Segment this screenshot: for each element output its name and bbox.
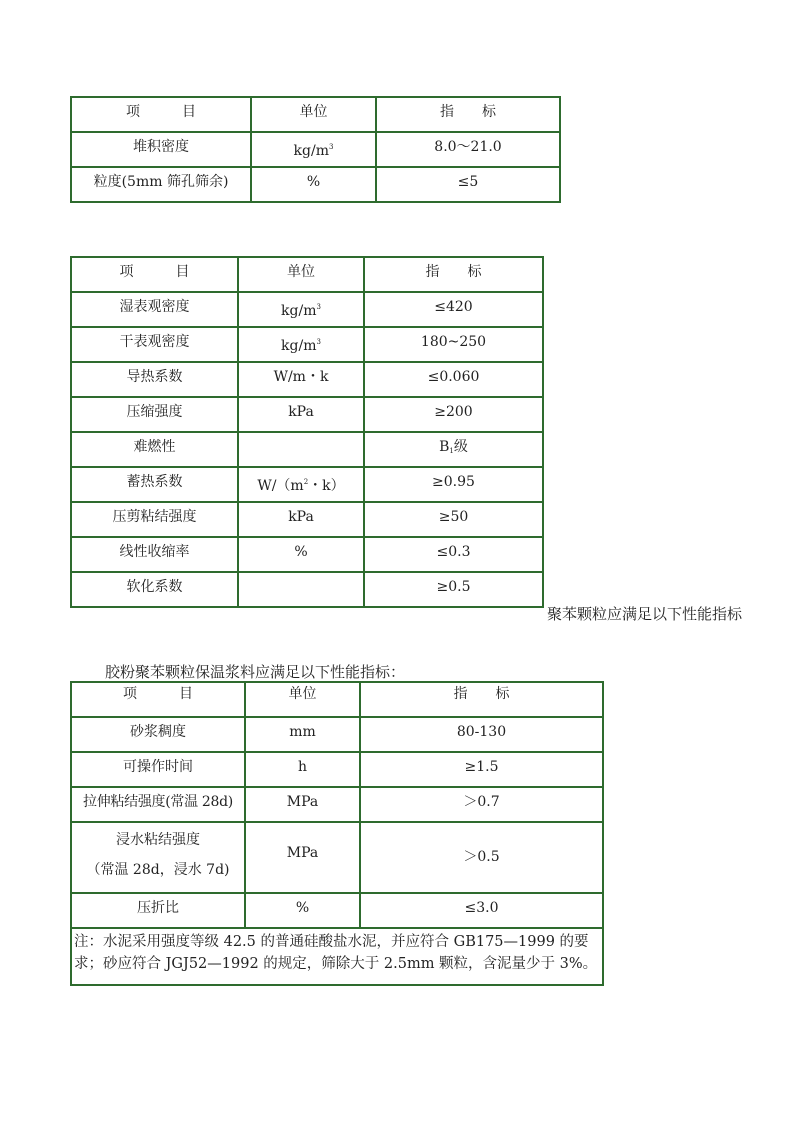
header-item: 项 目 <box>71 97 251 132</box>
item-cell: 压剪粘结强度 <box>71 502 238 537</box>
table-row <box>71 502 543 537</box>
table-header-row <box>71 257 543 292</box>
table-row <box>71 467 543 502</box>
item-cell: 难燃性 <box>71 432 238 467</box>
table-row <box>71 822 603 893</box>
table-row <box>71 132 560 167</box>
unit-cell: $W/(m^2$・k） <box>238 467 364 502</box>
item-cell: 软化系数 <box>71 572 238 607</box>
header-index: 指 标 <box>376 97 560 132</box>
item-cell: 砂浆稠度 <box>71 717 245 752</box>
table-row <box>71 752 603 787</box>
header-unit: 单位 <box>238 257 364 292</box>
item-cell: 湿表观密度 <box>71 292 238 327</box>
table-row <box>71 167 560 202</box>
table-row <box>71 572 543 607</box>
unit-cell: $kg/m^3$ <box>238 327 364 362</box>
value-cell: ≤420 <box>364 292 543 327</box>
item-cell: 压折比 <box>71 893 245 928</box>
unit-cell: MPa <box>245 787 360 822</box>
unit-cell: kPa <box>238 502 364 537</box>
table-note-row <box>71 928 603 985</box>
unit-cell: kPa <box>238 397 364 432</box>
value-cell: ≤3.0 <box>360 893 603 928</box>
table-row <box>71 893 603 928</box>
unit-cell: $kg/m^3$ <box>251 132 376 167</box>
table-row <box>71 327 543 362</box>
item-cell: 拉伸粘结强度(常温 28d) <box>71 787 245 822</box>
value-cell: 80-130 <box>360 717 603 752</box>
value-cell: ＞0.7 <box>360 787 603 822</box>
unit-cell: W/m・k <box>238 362 364 397</box>
header-item: 项 目 <box>71 682 245 717</box>
value-cell: ≤5 <box>376 167 560 202</box>
insulation-mortar-properties-table <box>70 681 604 986</box>
header-index: 指 标 <box>364 257 543 292</box>
unit-cell: $kg/m^3$ <box>238 292 364 327</box>
unit-cell: h <box>245 752 360 787</box>
item-cell: 浸水粘结强度 （常温 28d，浸水 7d) <box>71 822 245 893</box>
item-cell: 线性收缩率 <box>71 537 238 572</box>
value-cell: ＞0.5 <box>360 822 603 893</box>
header-index: 指 标 <box>360 682 603 717</box>
value-cell: ≥50 <box>364 502 543 537</box>
unit-cell: mm <box>245 717 360 752</box>
table-row <box>71 362 543 397</box>
unit-cell <box>238 572 364 607</box>
unit-cell: % <box>238 537 364 572</box>
value-cell: ≥200 <box>364 397 543 432</box>
table-row <box>71 787 603 822</box>
table-note: 注：水泥采用强度等级 42.5 的普通硅酸盐水泥，并应符合 GB175—1999 的要求；砂应符合 JGJ52—1992 的规定，筛除大于 2.5mm 颗粒，含泥量少于 3%。 <box>71 928 603 985</box>
table-row <box>71 717 603 752</box>
item-cell: 可操作时间 <box>71 752 245 787</box>
granule-density-table <box>70 96 561 203</box>
table-row <box>71 397 543 432</box>
item-cell: 压缩强度 <box>71 397 238 432</box>
item-cell: 堆积密度 <box>71 132 251 167</box>
value-cell: ≥0.95 <box>364 467 543 502</box>
table-row <box>71 292 543 327</box>
table-row <box>71 537 543 572</box>
header-unit: 单位 <box>251 97 376 132</box>
item-cell: 导热系数 <box>71 362 238 397</box>
item-cell: 粒度(5mm 筛孔筛余) <box>71 167 251 202</box>
unit-cell: % <box>251 167 376 202</box>
value-cell: 8.0～21.0 <box>376 132 560 167</box>
item-cell: 蓄热系数 <box>71 467 238 502</box>
item-cell: 干表观密度 <box>71 327 238 362</box>
polystyrene-granule-properties-table <box>70 256 544 608</box>
table-header-row <box>71 97 560 132</box>
header-unit: 单位 <box>245 682 360 717</box>
table-header-row <box>71 682 603 717</box>
header-item: 项 目 <box>71 257 238 292</box>
value-cell: ≥0.5 <box>364 572 543 607</box>
table-row <box>71 432 543 467</box>
unit-cell <box>238 432 364 467</box>
value-cell: 180~250 <box>364 327 543 362</box>
value-cell: ≥1.5 <box>360 752 603 787</box>
unit-cell: % <box>245 893 360 928</box>
section-heading: 胶粉聚苯颗粒保温浆料应满足以下性能指标： <box>105 663 406 681</box>
value-cell: ≤0.3 <box>364 537 543 572</box>
side-note: 聚苯颗粒应满足以下性能指标 <box>547 605 743 623</box>
value-cell: $B_1$级 <box>364 432 543 467</box>
unit-cell: MPa <box>245 822 360 893</box>
value-cell: ≤0.060 <box>364 362 543 397</box>
